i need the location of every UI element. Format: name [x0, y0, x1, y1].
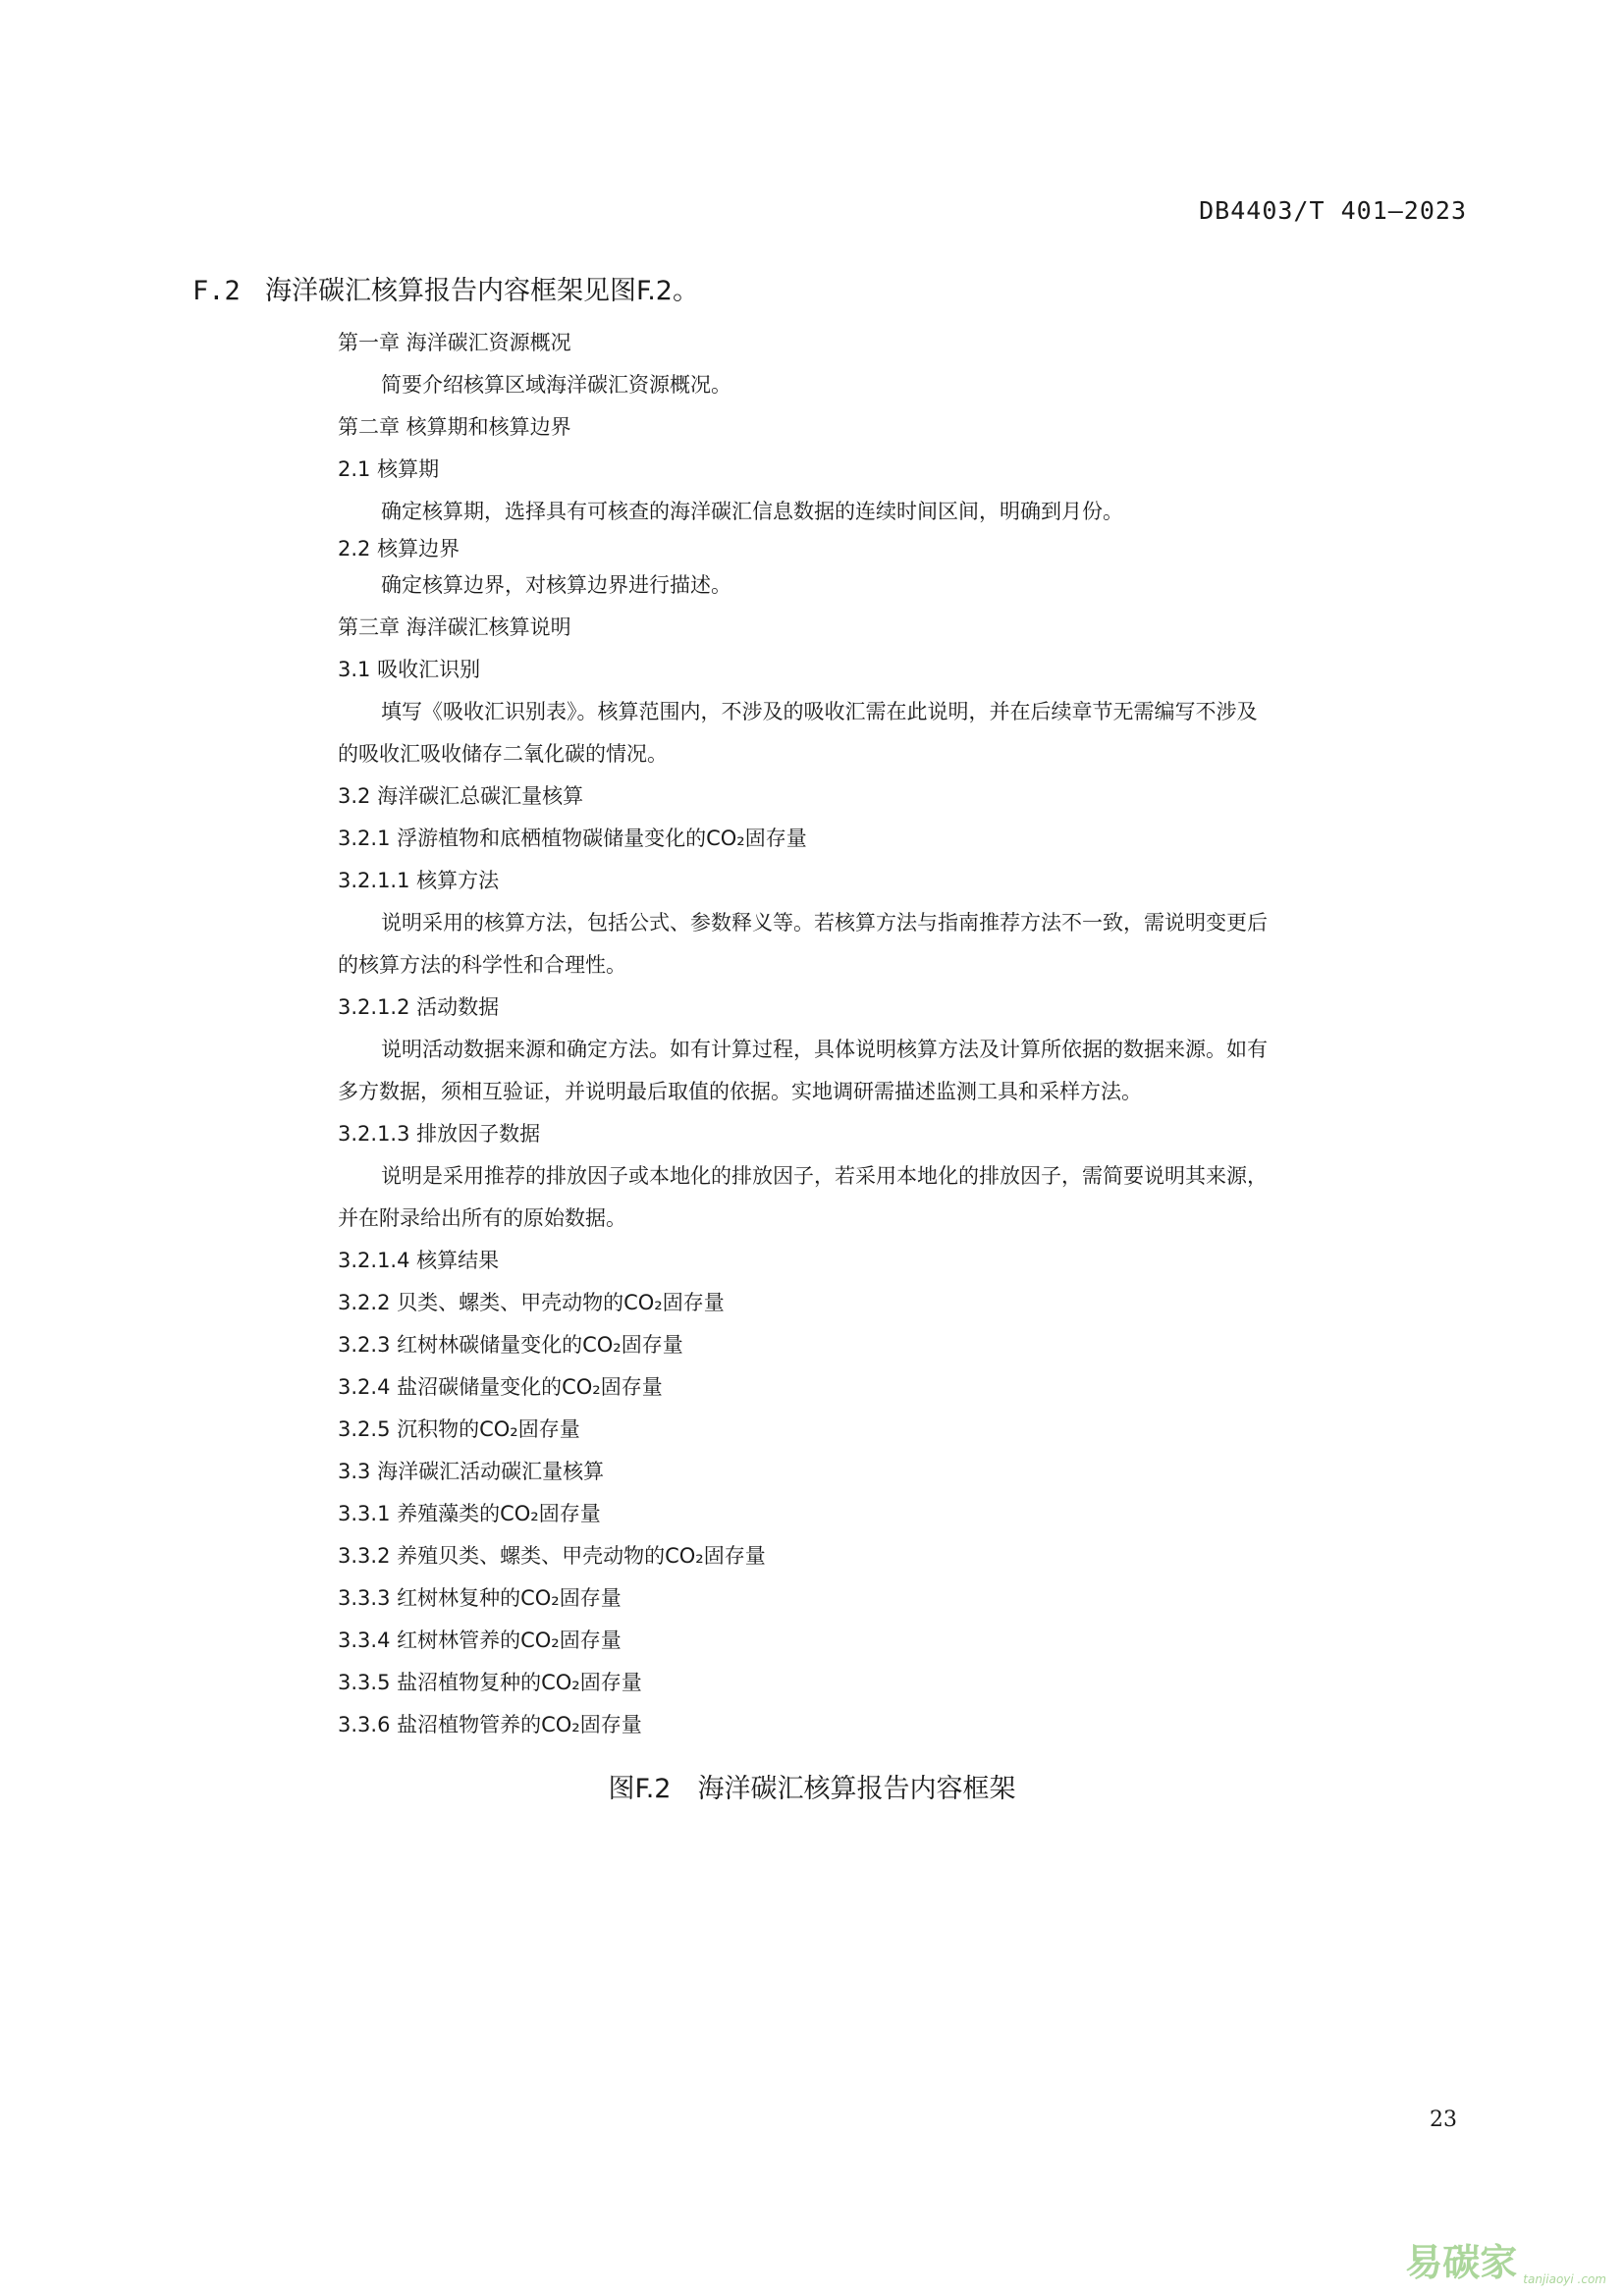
figure-caption: 图F.2 海洋碳汇核算报告内容框架: [608, 1774, 1016, 1804]
section-number: F.2: [192, 276, 241, 306]
outline-line: 3.2 海洋碳汇总碳汇量核算: [338, 784, 584, 808]
report-outline: [338, 322, 1329, 1746]
outline-line: 3.3.5 盐沼植物复种的CO₂固存量: [338, 1671, 642, 1694]
outline-line: 2.2 核算边界: [338, 537, 460, 561]
outline-line: 3.2.5 沉积物的CO₂固存量: [338, 1417, 580, 1441]
outline-line: 2.1 核算期: [338, 457, 440, 481]
outline-line: 3.2.3 红树林碳储量变化的CO₂固存量: [338, 1333, 683, 1357]
outline-line: 3.1 吸收汇识别: [338, 658, 481, 681]
outline-line: 填写《吸收汇识别表》。核算范围内，不涉及的吸收汇需在此说明，并在后续章节无需编写不涉及: [381, 700, 1258, 723]
outline-line: 第一章 海洋碳汇资源概况: [338, 331, 571, 354]
outline-line: 的吸收汇吸收储存二氧化碳的情况。: [338, 742, 668, 766]
page-number: 23: [1430, 2108, 1457, 2132]
outline-line: 3.3.6 盐沼植物管养的CO₂固存量: [338, 1713, 642, 1736]
outline-line: 3.2.1 浮游植物和底栖植物碳储量变化的CO₂固存量: [338, 827, 807, 850]
section-title-text: 海洋碳汇核算报告内容框架见图F.2。: [265, 276, 699, 306]
section-heading: [192, 269, 699, 307]
watermark-logo-text: 易碳家: [1405, 2241, 1518, 2284]
outline-line: 确定核算边界，对核算边界进行描述。: [381, 573, 731, 597]
outline-line: 多方数据，须相互验证，并说明最后取值的依据。实地调研需描述监测工具和采样方法。: [338, 1080, 1142, 1103]
outline-line: 3.2.1.3 排放因子数据: [338, 1122, 541, 1146]
outline-line: 说明活动数据来源和确定方法。如有计算过程，具体说明核算方法及计算所依据的数据来源。如有: [381, 1038, 1268, 1061]
outline-line: 确定核算期，选择具有可核查的海洋碳汇信息数据的连续时间区间，明确到月份。: [381, 500, 1123, 523]
outline-line: 3.2.1.1 核算方法: [338, 869, 500, 892]
standard-number: DB4403/T 401—2023: [1199, 196, 1467, 225]
outline-line: 说明是采用推荐的排放因子或本地化的排放因子，若采用本地化的排放因子，需简要说明其来源，: [381, 1164, 1268, 1188]
outline-line: 并在附录给出所有的原始数据。: [338, 1206, 626, 1230]
outline-line: 3.3.3 红树林复种的CO₂固存量: [338, 1586, 622, 1610]
outline-line: 3.2.1.2 活动数据: [338, 995, 500, 1019]
outline-line: 的核算方法的科学性和合理性。: [338, 953, 626, 977]
outline-line: 3.2.2 贝类、螺类、甲壳动物的CO₂固存量: [338, 1291, 725, 1314]
outline-line: 3.3.4 红树林管养的CO₂固存量: [338, 1629, 622, 1652]
outline-line: 3.3 海洋碳汇活动碳汇量核算: [338, 1460, 605, 1483]
outline-line: 3.2.1.4 核算结果: [338, 1249, 500, 1272]
watermark-sub-text: tanjiaoyi .com: [1523, 2272, 1606, 2286]
outline-line: 第三章 海洋碳汇核算说明: [338, 615, 571, 639]
outline-line: 3.3.2 养殖贝类、螺类、甲壳动物的CO₂固存量: [338, 1544, 766, 1568]
outline-line: 简要介绍核算区域海洋碳汇资源概况。: [381, 373, 731, 397]
outline-line: 第二章 核算期和核算边界: [338, 415, 571, 439]
outline-line: 说明采用的核算方法，包括公式、参数释义等。若核算方法与指南推荐方法不一致，需说明变更后: [381, 911, 1268, 934]
outline-line: 3.2.4 盐沼碳储量变化的CO₂固存量: [338, 1375, 663, 1399]
watermark: [1405, 2232, 1606, 2286]
outline-line: 3.3.1 养殖藻类的CO₂固存量: [338, 1502, 601, 1525]
